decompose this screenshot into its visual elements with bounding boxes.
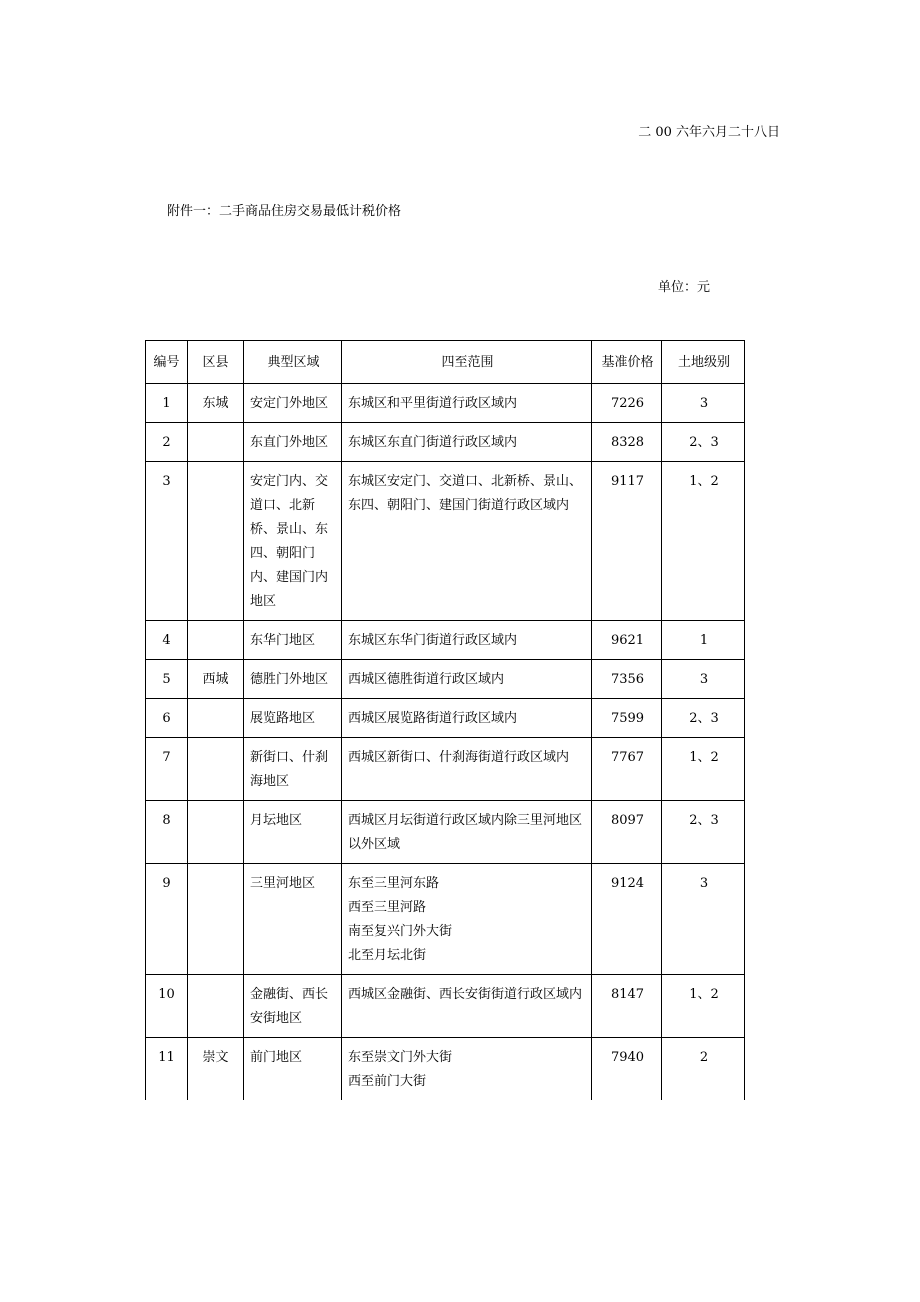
- cell-range: 西城区新街口、什刹海街道行政区域内: [341, 738, 591, 800]
- cell-area: 金融街、西长安街地区: [243, 975, 341, 1037]
- cell-area: 东直门外地区: [243, 423, 341, 461]
- cell-district: [187, 801, 243, 863]
- cell-no: 7: [145, 738, 187, 800]
- cell-price: 9124: [591, 864, 661, 974]
- cell-district: [187, 423, 243, 461]
- cell-price: 7226: [591, 384, 661, 422]
- document-title: 附件一：二手商品住房交易最低计税价格: [167, 204, 402, 219]
- header-no: 编号: [145, 341, 187, 383]
- table-header-row: [145, 341, 745, 384]
- cell-grade: 1: [661, 621, 745, 659]
- cell-district: [187, 975, 243, 1037]
- cell-district: [187, 738, 243, 800]
- table-row: [145, 621, 745, 660]
- header-price: 基准价格: [591, 341, 661, 383]
- cell-no: 11: [145, 1038, 187, 1100]
- cell-grade: 2、3: [661, 699, 745, 737]
- header-grade: 土地级别: [661, 341, 745, 383]
- cell-grade: 3: [661, 660, 745, 698]
- table-row: [145, 699, 745, 738]
- cell-no: 9: [145, 864, 187, 974]
- table-row: [145, 1038, 745, 1100]
- cell-district: [187, 621, 243, 659]
- cell-grade: 1、2: [661, 738, 745, 800]
- cell-range: 西城区金融街、西长安街街道行政区域内: [341, 975, 591, 1037]
- cell-district: 崇文: [187, 1038, 243, 1100]
- cell-range: 西城区德胜街道行政区域内: [341, 660, 591, 698]
- cell-district: 西城: [187, 660, 243, 698]
- cell-grade: 2: [661, 1038, 745, 1100]
- cell-grade: 1、2: [661, 975, 745, 1037]
- cell-grade: 3: [661, 384, 745, 422]
- table-row: [145, 423, 745, 462]
- cell-price: 8147: [591, 975, 661, 1037]
- cell-area: 东华门地区: [243, 621, 341, 659]
- cell-area: 前门地区: [243, 1038, 341, 1100]
- cell-area: 安定门内、交道口、北新桥、景山、东四、朝阳门内、建国门内地区: [243, 462, 341, 620]
- cell-grade: 3: [661, 864, 745, 974]
- cell-price: 8097: [591, 801, 661, 863]
- cell-district: [187, 462, 243, 620]
- table-row: [145, 384, 745, 423]
- cell-no: 3: [145, 462, 187, 620]
- document-date: 二 00 六年六月二十八日: [638, 125, 780, 140]
- cell-price: 9117: [591, 462, 661, 620]
- cell-no: 1: [145, 384, 187, 422]
- cell-no: 4: [145, 621, 187, 659]
- cell-grade: 2、3: [661, 801, 745, 863]
- cell-range: 东城区东华门街道行政区域内: [341, 621, 591, 659]
- price-table: [145, 340, 745, 1100]
- cell-no: 8: [145, 801, 187, 863]
- table-row: [145, 462, 745, 621]
- cell-price: 7599: [591, 699, 661, 737]
- cell-district: 东城: [187, 384, 243, 422]
- cell-no: 2: [145, 423, 187, 461]
- cell-no: 5: [145, 660, 187, 698]
- cell-no: 6: [145, 699, 187, 737]
- cell-range: 西城区展览路街道行政区域内: [341, 699, 591, 737]
- cell-area: 德胜门外地区: [243, 660, 341, 698]
- cell-range: 东城区和平里街道行政区域内: [341, 384, 591, 422]
- cell-price: 8328: [591, 423, 661, 461]
- cell-price: 9621: [591, 621, 661, 659]
- cell-price: 7940: [591, 1038, 661, 1100]
- cell-area: 新街口、什刹海地区: [243, 738, 341, 800]
- cell-range: 西城区月坛街道行政区域内除三里河地区以外区域: [341, 801, 591, 863]
- cell-no: 10: [145, 975, 187, 1037]
- cell-grade: 1、2: [661, 462, 745, 620]
- cell-price: 7767: [591, 738, 661, 800]
- cell-range: 东城区安定门、交道口、北新桥、景山、东四、朝阳门、建国门街道行政区域内: [341, 462, 591, 620]
- table-row: [145, 801, 745, 864]
- cell-grade: 2、3: [661, 423, 745, 461]
- table-row: [145, 738, 745, 801]
- cell-district: [187, 699, 243, 737]
- table-row: [145, 660, 745, 699]
- cell-area: 安定门外地区: [243, 384, 341, 422]
- header-district: 区县: [187, 341, 243, 383]
- cell-district: [187, 864, 243, 974]
- table-row: [145, 864, 745, 975]
- header-range: 四至范围: [341, 341, 591, 383]
- cell-price: 7356: [591, 660, 661, 698]
- cell-range: 东至崇文门外大街 西至前门大街: [341, 1038, 591, 1100]
- cell-area: 展览路地区: [243, 699, 341, 737]
- header-area: 典型区域: [243, 341, 341, 383]
- unit-label: 单位：元: [657, 280, 710, 295]
- cell-range: 东城区东直门街道行政区域内: [341, 423, 591, 461]
- cell-area: 月坛地区: [243, 801, 341, 863]
- cell-area: 三里河地区: [243, 864, 341, 974]
- cell-range: 东至三里河东路 西至三里河路 南至复兴门外大街 北至月坛北街: [341, 864, 591, 974]
- table-row: [145, 975, 745, 1038]
